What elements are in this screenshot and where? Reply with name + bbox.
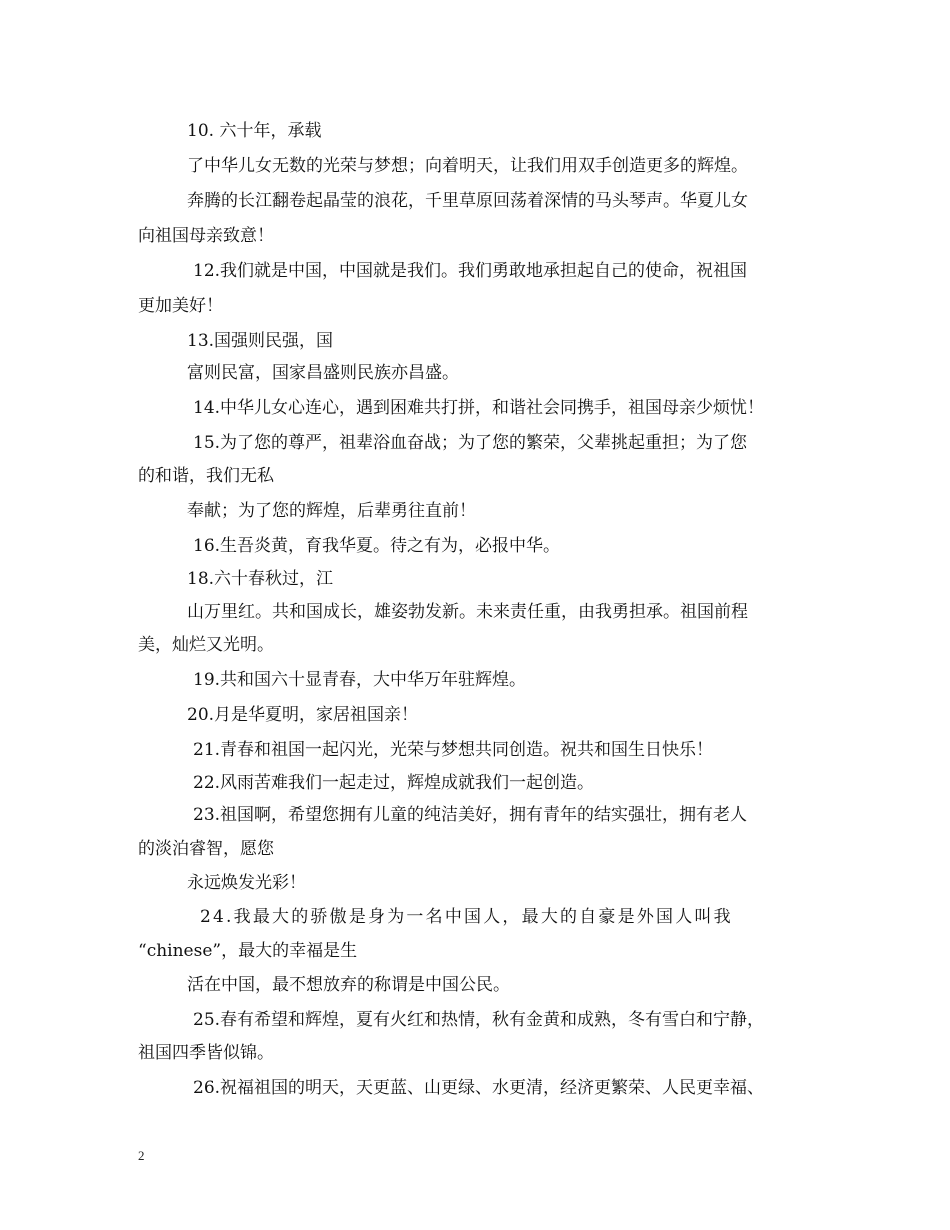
- text-line: 14.中华儿女心连心，遇到困难共打拼，和谐社会同携手，祖国母亲少烦忧！: [193, 398, 765, 418]
- text-line: 美，灿烂又光明。: [138, 635, 274, 655]
- text-line: 富则民富，国家昌盛则民族亦昌盛。: [187, 363, 459, 383]
- text-line: 活在中国，最不想放弃的称谓是中国公民。: [187, 975, 510, 995]
- text-line: 的淡泊睿智，愿您: [138, 839, 274, 859]
- text-line: 19.共和国六十显青春，大中华万年驻辉煌。: [193, 670, 527, 690]
- text-line: 26.祝福祖国的明天，天更蓝、山更绿、水更清，经济更繁荣、人民更幸福、: [193, 1078, 765, 1098]
- text-line: 24.我最大的骄傲是身为一名中国人，最大的自豪是外国人叫我: [200, 907, 733, 927]
- text-line: 22.风雨苦难我们一起走过，辉煌成就我们一起创造。: [193, 773, 595, 793]
- text-line: 永远焕发光彩！: [187, 873, 306, 893]
- text-line: 23.祖国啊，希望您拥有儿童的纯洁美好，拥有青年的结实强壮，拥有老人: [193, 805, 748, 825]
- text-line: 21.青春和祖国一起闪光，光荣与梦想共同创造。祝共和国生日快乐！: [193, 740, 714, 760]
- text-line: 更加美好！: [138, 296, 223, 316]
- text-line: 12.我们就是中国，中国就是我们。我们勇敢地承担起自己的使命，祝祖国: [193, 261, 748, 281]
- text-line: 山万里红。共和国成长，雄姿勃发新。未来责任重，由我勇担承。祖国前程: [187, 602, 748, 622]
- text-line: “chinese”，最大的幸福是生: [138, 941, 358, 961]
- text-line: 16.生吾炎黄，育我华夏。待之有为，必报中华。: [193, 536, 561, 556]
- text-line: 祖国四季皆似锦。: [138, 1043, 274, 1063]
- text-line: 25.春有希望和辉煌，夏有火红和热情，秋有金黄和成熟，冬有雪白和宁静，: [193, 1010, 765, 1030]
- text-line: 奔腾的长江翻卷起晶莹的浪花，千里草原回荡着深情的马头琴声。华夏儿女: [187, 191, 748, 211]
- text-line: 13.国强则民强，国: [187, 331, 334, 351]
- text-line: 奉献；为了您的辉煌，后辈勇往直前！: [187, 501, 476, 521]
- text-line: 10. 六十年，承载: [187, 121, 322, 141]
- text-line: 了中华儿女无数的光荣与梦想；向着明天，让我们用双手创造更多的辉煌。: [187, 156, 748, 176]
- page-number: 2: [138, 1148, 145, 1163]
- text-line: 20.月是华夏明，家居祖国亲！: [187, 705, 419, 725]
- text-line: 向祖国母亲致意！: [138, 226, 274, 246]
- text-line: 18.六十春秋过，江: [187, 569, 334, 589]
- text-line: 的和谐，我们无私: [138, 466, 274, 486]
- text-line: 15.为了您的尊严，祖辈浴血奋战；为了您的繁荣，父辈挑起重担；为了您: [193, 433, 748, 453]
